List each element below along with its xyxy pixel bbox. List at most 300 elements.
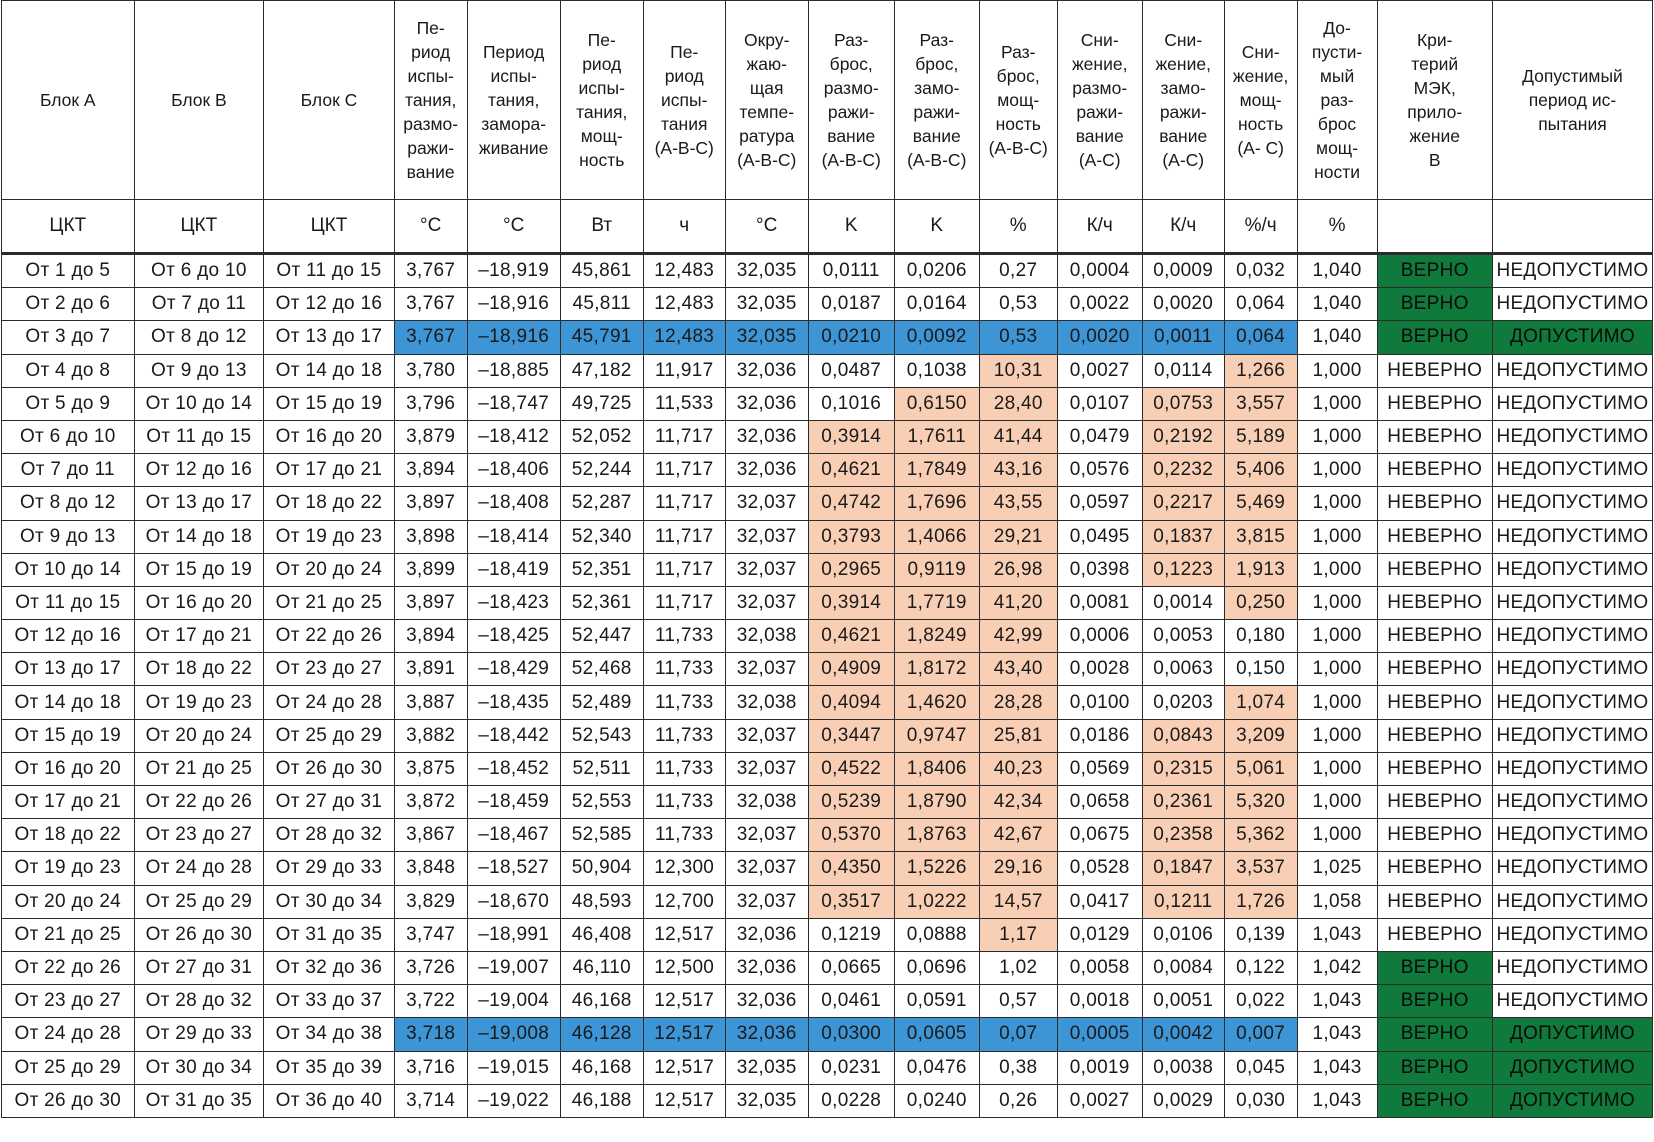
table-row [2, 653, 1653, 686]
table-cell: 5,189 [1224, 420, 1297, 453]
table-cell: 3,887 [394, 686, 467, 719]
table-cell: От 19 до 23 [134, 686, 264, 719]
table-cell: 3,899 [394, 553, 467, 586]
table-cell: 11,717 [643, 553, 725, 586]
table-cell: От 12 до 16 [134, 454, 264, 487]
table-cell: –18,425 [467, 620, 560, 653]
table-cell: 3,872 [394, 786, 467, 819]
column-header [1142, 1, 1224, 200]
column-unit: ЦКТ [2, 200, 135, 254]
table-cell: НЕДОПУСТИМО [1492, 254, 1652, 288]
table-cell: 0,2358 [1142, 819, 1224, 852]
table-cell: ВЕРНО [1377, 1051, 1492, 1084]
table-cell: –18,916 [467, 321, 560, 354]
table-cell: ВЕРНО [1377, 254, 1492, 288]
table-cell: 0,4742 [808, 487, 894, 520]
table-cell: 1,000 [1297, 586, 1377, 619]
table-cell: 12,517 [643, 1051, 725, 1084]
column-header-label: Пе- риод испы- тания, размо- ражи- вание [403, 18, 459, 182]
table-cell: 0,4621 [808, 620, 894, 653]
table-cell: 32,037 [725, 553, 808, 586]
table-cell: –19,004 [467, 985, 560, 1018]
table-cell: 0,0495 [1057, 520, 1142, 553]
table-cell: 1,000 [1297, 819, 1377, 852]
table-cell: 52,052 [560, 420, 643, 453]
column-header-label: Сни- жение, размо- ражи- вание (А-С) [1071, 30, 1128, 170]
table-cell: 0,0028 [1057, 653, 1142, 686]
table-cell: 3,891 [394, 653, 467, 686]
table-cell: 0,4522 [808, 752, 894, 785]
table-cell: 0,0597 [1057, 487, 1142, 520]
table-cell: НЕДОПУСТИМО [1492, 951, 1652, 984]
table-cell: 0,3517 [808, 885, 894, 918]
table-cell: –18,527 [467, 852, 560, 885]
table-cell: ДОПУСТИМО [1492, 321, 1652, 354]
table-cell: 32,037 [725, 520, 808, 553]
table-cell: 3,875 [394, 752, 467, 785]
table-cell: 0,1016 [808, 387, 894, 420]
table-cell: От 30 до 34 [134, 1051, 264, 1084]
table-cell: 5,469 [1224, 487, 1297, 520]
table-cell: –18,919 [467, 254, 560, 288]
table-cell: 14,57 [979, 885, 1057, 918]
table-cell: От 28 до 32 [134, 985, 264, 1018]
table-cell: От 27 до 31 [134, 951, 264, 984]
table-cell: НЕВЕРНО [1377, 620, 1492, 653]
table-row [2, 918, 1653, 951]
table-cell: 1,8406 [894, 752, 979, 785]
table-cell: 32,035 [725, 321, 808, 354]
table-cell: От 18 до 22 [134, 653, 264, 686]
table-cell: 41,20 [979, 586, 1057, 619]
table-cell: От 8 до 12 [134, 321, 264, 354]
column-header-label: Пе- риод испы- тания (А-В-С) [654, 42, 714, 158]
table-cell: От 23 до 27 [134, 819, 264, 852]
table-cell: 12,517 [643, 918, 725, 951]
table-cell: От 21 до 25 [264, 586, 395, 619]
table-cell: 0,27 [979, 254, 1057, 288]
table-cell: 3,829 [394, 885, 467, 918]
table-cell: 1,000 [1297, 420, 1377, 453]
table-cell: От 17 до 21 [2, 786, 135, 819]
table-cell: От 18 до 22 [2, 819, 135, 852]
table-cell: От 30 до 34 [264, 885, 395, 918]
table-cell: 52,543 [560, 719, 643, 752]
table-cell: 0,0665 [808, 951, 894, 984]
table-cell: От 31 до 35 [264, 918, 395, 951]
table-cell: ВЕРНО [1377, 288, 1492, 321]
table-cell: 0,3447 [808, 719, 894, 752]
table-cell: 3,882 [394, 719, 467, 752]
table-cell: От 18 до 22 [264, 487, 395, 520]
table-cell: От 17 до 21 [134, 620, 264, 653]
table-cell: 1,7611 [894, 420, 979, 453]
table-cell: 45,791 [560, 321, 643, 354]
table-row [2, 454, 1653, 487]
table-cell: От 24 до 28 [2, 1018, 135, 1051]
table-cell: 32,036 [725, 420, 808, 453]
column-header-label: До- пусти- мый раз- брос мощ- ности [1311, 18, 1363, 182]
table-cell: 0,1847 [1142, 852, 1224, 885]
table-cell: 3,718 [394, 1018, 467, 1051]
column-header [979, 1, 1057, 200]
table-cell: –18,423 [467, 586, 560, 619]
table-cell: 32,035 [725, 254, 808, 288]
table-cell: НЕВЕРНО [1377, 520, 1492, 553]
column-header-label: Окру- жаю- щая темпе- ратура (А-В-С) [737, 30, 797, 170]
column-unit: % [979, 200, 1057, 254]
table-cell: 0,0107 [1057, 387, 1142, 420]
table-cell: –18,419 [467, 553, 560, 586]
table-cell: –18,459 [467, 786, 560, 819]
table-cell: 0,0398 [1057, 553, 1142, 586]
table-cell: От 22 до 26 [2, 951, 135, 984]
column-header [643, 1, 725, 200]
table-cell: От 12 до 16 [2, 620, 135, 653]
table-cell: 0,53 [979, 321, 1057, 354]
table-cell: От 29 до 33 [264, 852, 395, 885]
column-header [560, 1, 643, 200]
table-cell: 1,043 [1297, 1018, 1377, 1051]
table-cell: От 11 до 15 [2, 586, 135, 619]
table-cell: 1,913 [1224, 553, 1297, 586]
column-header-label: Блок В [171, 90, 227, 110]
table-cell: От 16 до 20 [2, 752, 135, 785]
table-cell: НЕВЕРНО [1377, 586, 1492, 619]
table-cell: –18,408 [467, 487, 560, 520]
column-header [1492, 1, 1652, 200]
table-cell: От 34 до 38 [264, 1018, 395, 1051]
table-cell: 0,2315 [1142, 752, 1224, 785]
table-cell: От 10 до 14 [134, 387, 264, 420]
table-cell: 1,726 [1224, 885, 1297, 918]
table-cell: НЕВЕРНО [1377, 852, 1492, 885]
table-cell: 1,8172 [894, 653, 979, 686]
table-row [2, 786, 1653, 819]
table-cell: 1,043 [1297, 985, 1377, 1018]
column-header-label: Раз- брос, размо- ражи- вание (А-В-С) [821, 30, 881, 170]
table-cell: 32,036 [725, 454, 808, 487]
table-cell: 0,5370 [808, 819, 894, 852]
table-cell: 1,000 [1297, 487, 1377, 520]
table-cell: 0,0106 [1142, 918, 1224, 951]
table-row [2, 719, 1653, 752]
table-cell: 32,036 [725, 354, 808, 387]
table-cell: От 19 до 23 [2, 852, 135, 885]
table-cell: 0,2232 [1142, 454, 1224, 487]
table-cell: 0,9119 [894, 553, 979, 586]
table-cell: 0,38 [979, 1051, 1057, 1084]
table-cell: 32,038 [725, 620, 808, 653]
table-row [2, 288, 1653, 321]
table-cell: От 25 до 29 [2, 1051, 135, 1084]
table-cell: 52,447 [560, 620, 643, 653]
table-cell: НЕДОПУСТИМО [1492, 553, 1652, 586]
table-cell: НЕДОПУСТИМО [1492, 288, 1652, 321]
table-cell: От 10 до 14 [2, 553, 135, 586]
table-cell: От 23 до 27 [2, 985, 135, 1018]
table-cell: От 29 до 33 [134, 1018, 264, 1051]
table-cell: НЕВЕРНО [1377, 719, 1492, 752]
table-cell: 32,037 [725, 819, 808, 852]
table-cell: От 20 до 24 [2, 885, 135, 918]
table-cell: 0,0479 [1057, 420, 1142, 453]
table-cell: От 33 до 37 [264, 985, 395, 1018]
table-cell: 1,266 [1224, 354, 1297, 387]
table-cell: НЕДОПУСТИМО [1492, 918, 1652, 951]
table-cell: От 32 до 36 [264, 951, 395, 984]
table-cell: От 8 до 12 [2, 487, 135, 520]
table-cell: 32,036 [725, 985, 808, 1018]
table-cell: 52,340 [560, 520, 643, 553]
column-header-label: Блок С [300, 90, 358, 110]
table-cell: 1,000 [1297, 686, 1377, 719]
table-cell: От 11 до 15 [264, 254, 395, 288]
table-cell: От 28 до 32 [264, 819, 395, 852]
table-cell: 0,0029 [1142, 1084, 1224, 1117]
table-cell: 32,035 [725, 288, 808, 321]
table-cell: 32,037 [725, 586, 808, 619]
table-row [2, 985, 1653, 1018]
table-cell: 12,517 [643, 1018, 725, 1051]
table-cell: От 31 до 35 [134, 1084, 264, 1117]
table-cell: 0,0014 [1142, 586, 1224, 619]
table-header [2, 1, 1653, 254]
table-row [2, 487, 1653, 520]
table-cell: НЕДОПУСТИМО [1492, 786, 1652, 819]
table-cell: 0,0605 [894, 1018, 979, 1051]
table-cell: 41,44 [979, 420, 1057, 453]
table-cell: От 26 до 30 [134, 918, 264, 951]
table-row [2, 321, 1653, 354]
table-cell: 43,55 [979, 487, 1057, 520]
table-cell: 0,0487 [808, 354, 894, 387]
table-cell: 5,320 [1224, 786, 1297, 819]
table-cell: 0,0576 [1057, 454, 1142, 487]
table-cell: –18,406 [467, 454, 560, 487]
table-cell: 3,209 [1224, 719, 1297, 752]
table-cell: 1,000 [1297, 553, 1377, 586]
results-table [1, 0, 1653, 1118]
table-cell: От 16 до 20 [134, 586, 264, 619]
table-cell: 3,848 [394, 852, 467, 885]
table-row [2, 420, 1653, 453]
table-cell: 48,593 [560, 885, 643, 918]
table-cell: От 36 до 40 [264, 1084, 395, 1117]
table-cell: 3,897 [394, 487, 467, 520]
table-cell: От 26 до 30 [2, 1084, 135, 1117]
table-cell: 42,99 [979, 620, 1057, 653]
table-cell: 3,894 [394, 454, 467, 487]
table-cell: 32,036 [725, 951, 808, 984]
table-cell: 52,287 [560, 487, 643, 520]
column-header-label: Раз- брос, мощ- ность (А-В-С) [988, 42, 1048, 158]
table-cell: От 14 до 18 [2, 686, 135, 719]
table-cell: 0,2192 [1142, 420, 1224, 453]
table-cell: 0,0084 [1142, 951, 1224, 984]
column-unit: % [1297, 200, 1377, 254]
table-cell: 0,0053 [1142, 620, 1224, 653]
table-cell: 0,0675 [1057, 819, 1142, 852]
table-cell: 28,40 [979, 387, 1057, 420]
table-cell: 0,045 [1224, 1051, 1297, 1084]
table-cell: НЕДОПУСТИМО [1492, 985, 1652, 1018]
table-cell: 0,0164 [894, 288, 979, 321]
table-cell: НЕВЕРНО [1377, 354, 1492, 387]
column-header-label: Сни- жение, замо- ражи- вание (А-С) [1155, 30, 1211, 170]
table-cell: От 1 до 5 [2, 254, 135, 288]
table-cell: 3,714 [394, 1084, 467, 1117]
table-cell: 32,037 [725, 719, 808, 752]
column-unit: Вт [560, 200, 643, 254]
table-cell: От 6 до 10 [2, 420, 135, 453]
table-cell: 11,733 [643, 653, 725, 686]
table-row [2, 819, 1653, 852]
table-cell: От 3 до 7 [2, 321, 135, 354]
table-cell: От 4 до 8 [2, 354, 135, 387]
table-cell: 3,722 [394, 985, 467, 1018]
table-cell: 0,0658 [1057, 786, 1142, 819]
table-cell: 0,0081 [1057, 586, 1142, 619]
table-cell: –18,747 [467, 387, 560, 420]
table-cell: НЕДОПУСТИМО [1492, 752, 1652, 785]
column-header [2, 1, 135, 200]
table-cell: 11,733 [643, 686, 725, 719]
table-cell: 32,038 [725, 686, 808, 719]
table-cell: 0,0187 [808, 288, 894, 321]
table-cell: 50,904 [560, 852, 643, 885]
table-cell: ВЕРНО [1377, 1018, 1492, 1051]
table-cell: 0,0186 [1057, 719, 1142, 752]
column-unit: ЦКТ [264, 200, 395, 254]
table-row [2, 1051, 1653, 1084]
table-cell: НЕДОПУСТИМО [1492, 653, 1652, 686]
table-cell: 32,037 [725, 653, 808, 686]
column-header [1377, 1, 1492, 200]
table-cell: 0,0240 [894, 1084, 979, 1117]
table-cell: 11,917 [643, 354, 725, 387]
table-cell: 0,0129 [1057, 918, 1142, 951]
table-cell: 1,8763 [894, 819, 979, 852]
table-cell: –19,008 [467, 1018, 560, 1051]
table-cell: От 7 до 11 [2, 454, 135, 487]
column-unit: °С [725, 200, 808, 254]
table-cell: 0,0569 [1057, 752, 1142, 785]
table-cell: 0,0591 [894, 985, 979, 1018]
column-unit: К/ч [1057, 200, 1142, 254]
table-cell: 0,150 [1224, 653, 1297, 686]
table-cell: ВЕРНО [1377, 321, 1492, 354]
table-cell: 12,500 [643, 951, 725, 984]
table-cell: 1,000 [1297, 752, 1377, 785]
table-cell: 0,1223 [1142, 553, 1224, 586]
table-cell: 12,300 [643, 852, 725, 885]
table-cell: НЕВЕРНО [1377, 918, 1492, 951]
table-cell: 29,21 [979, 520, 1057, 553]
table-cell: НЕВЕРНО [1377, 420, 1492, 453]
table-cell: 0,0011 [1142, 321, 1224, 354]
column-unit: К/ч [1142, 200, 1224, 254]
table-cell: От 14 до 18 [134, 520, 264, 553]
table-cell: 0,0206 [894, 254, 979, 288]
table-cell: 1,8790 [894, 786, 979, 819]
table-cell: 0,0696 [894, 951, 979, 984]
table-cell: НЕВЕРНО [1377, 752, 1492, 785]
table-cell: 0,26 [979, 1084, 1057, 1117]
table-cell: 1,043 [1297, 1051, 1377, 1084]
column-unit: ч [643, 200, 725, 254]
table-cell: 52,468 [560, 653, 643, 686]
table-cell: 1,4066 [894, 520, 979, 553]
table-cell: ВЕРНО [1377, 1084, 1492, 1117]
column-unit [1492, 200, 1652, 254]
table-cell: НЕДОПУСТИМО [1492, 487, 1652, 520]
table-cell: От 23 до 27 [264, 653, 395, 686]
column-header [134, 1, 264, 200]
table-cell: 46,408 [560, 918, 643, 951]
table-row [2, 620, 1653, 653]
table-cell: 0,1038 [894, 354, 979, 387]
table-cell: 0,1219 [808, 918, 894, 951]
table-cell: 1,040 [1297, 254, 1377, 288]
table-cell: 0,4350 [808, 852, 894, 885]
table-cell: 32,035 [725, 1051, 808, 1084]
table-cell: 0,0476 [894, 1051, 979, 1084]
table-cell: 1,000 [1297, 653, 1377, 686]
table-cell: От 2 до 6 [2, 288, 135, 321]
column-header-label: Сни- жение, мощ- ность (А- С) [1232, 42, 1289, 158]
table-cell: 1,040 [1297, 288, 1377, 321]
table-cell: НЕВЕРНО [1377, 819, 1492, 852]
table-cell: От 21 до 25 [2, 918, 135, 951]
table-cell: 1,000 [1297, 786, 1377, 819]
table-cell: НЕДОПУСТИМО [1492, 620, 1652, 653]
table-body [2, 254, 1653, 1118]
table-cell: 3,557 [1224, 387, 1297, 420]
table-cell: 0,2217 [1142, 487, 1224, 520]
table-cell: От 13 до 17 [134, 487, 264, 520]
table-cell: 11,733 [643, 620, 725, 653]
table-cell: 3,726 [394, 951, 467, 984]
table-cell: 11,733 [643, 752, 725, 785]
table-cell: –18,991 [467, 918, 560, 951]
table-cell: 26,98 [979, 553, 1057, 586]
table-cell: 0,0058 [1057, 951, 1142, 984]
table-cell: НЕВЕРНО [1377, 387, 1492, 420]
column-header [1057, 1, 1142, 200]
table-cell: 46,168 [560, 1051, 643, 1084]
table-cell: 0,0300 [808, 1018, 894, 1051]
table-cell: 32,036 [725, 1018, 808, 1051]
table-cell: От 6 до 10 [134, 254, 264, 288]
column-unit: ЦКТ [134, 200, 264, 254]
table-cell: От 27 до 31 [264, 786, 395, 819]
table-cell: 1,7719 [894, 586, 979, 619]
table-cell: 0,064 [1224, 288, 1297, 321]
table-cell: 28,28 [979, 686, 1057, 719]
table-cell: 11,533 [643, 387, 725, 420]
table-row [2, 553, 1653, 586]
column-header-label: Пе- риод испы- тания, мощ- ность [576, 30, 628, 170]
table-cell: 3,879 [394, 420, 467, 453]
table-cell: НЕДОПУСТИМО [1492, 420, 1652, 453]
column-header-label: Период испы- тания, замора- живание [478, 42, 549, 158]
table-cell: 42,67 [979, 819, 1057, 852]
column-header [1224, 1, 1297, 200]
table-cell: 32,036 [725, 918, 808, 951]
table-cell: НЕВЕРНО [1377, 487, 1492, 520]
table-cell: От 15 до 19 [2, 719, 135, 752]
